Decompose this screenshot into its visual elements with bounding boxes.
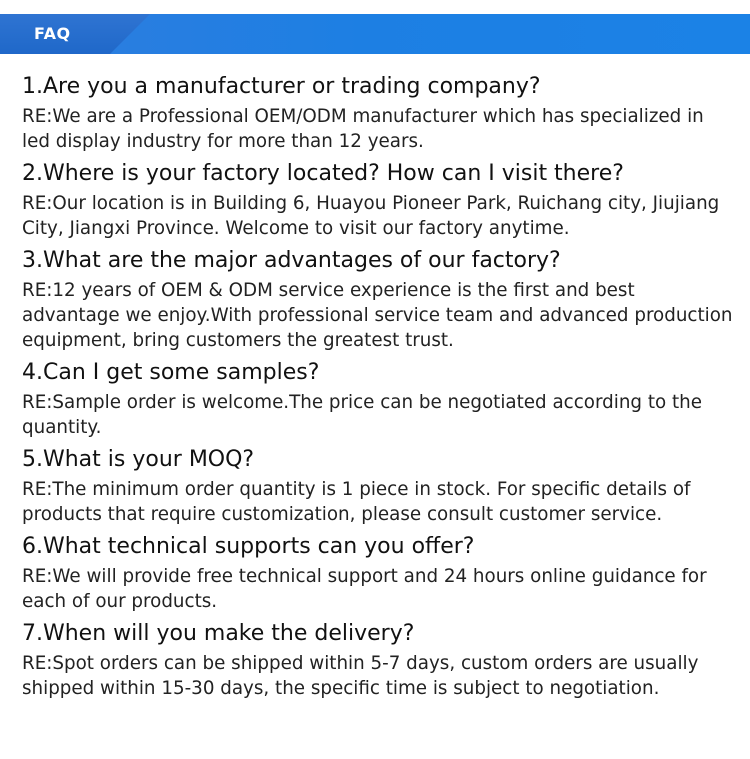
faq-item [22, 358, 734, 440]
faq-answer: RE:The minimum order quantity is 1 piece in stock. For specific details of products that require customization, please consult customer service. [22, 479, 691, 525]
faq-item [22, 159, 734, 241]
faq-answer: RE:We will provide free technical support and 24 hours online guidance for each of our products. [22, 566, 707, 612]
faq-question: 4.Can I get some samples? [22, 360, 320, 385]
faq-item [22, 445, 734, 527]
faq-answer: RE:We are a Professional OEM/ODM manufacturer which has specialized in led display industry for more than 12 years. [22, 106, 704, 152]
faq-question: 2.Where is your factory located? How can I visit there? [22, 161, 624, 186]
faq-list [22, 72, 734, 701]
faq-answer: RE:12 years of OEM & ODM service experience is the first and best advantage we enjoy.With professional service team and advanced production equipment, bring customers the greatest trust. [22, 280, 733, 351]
header-title: FAQ [34, 24, 71, 43]
faq-question: 5.What is your MOQ? [22, 447, 255, 472]
faq-item [22, 532, 734, 614]
header-bar [100, 14, 750, 54]
faq-item [22, 619, 734, 701]
faq-question: 3.What are the major advantages of our factory? [22, 248, 561, 273]
faq-answer: RE:Spot orders can be shipped within 5-7 days, custom orders are usually shipped within 15-30 days, the specific time is subject to negotiation. [22, 653, 699, 699]
faq-answer: RE:Our location is in Building 6, Huayou Pioneer Park, Ruichang city, Jiujiang City, Jiangxi Province. Welcome to visit our factory anytime. [22, 193, 720, 239]
faq-header [0, 14, 750, 54]
faq-question: 6.What technical supports can you offer? [22, 534, 475, 559]
faq-item [22, 72, 734, 154]
faq-question: 7.When will you make the delivery? [22, 621, 415, 646]
faq-question: 1.Are you a manufacturer or trading company? [22, 74, 541, 99]
faq-answer: RE:Sample order is welcome.The price can be negotiated according to the quantity. [22, 392, 702, 438]
faq-item [22, 246, 734, 353]
